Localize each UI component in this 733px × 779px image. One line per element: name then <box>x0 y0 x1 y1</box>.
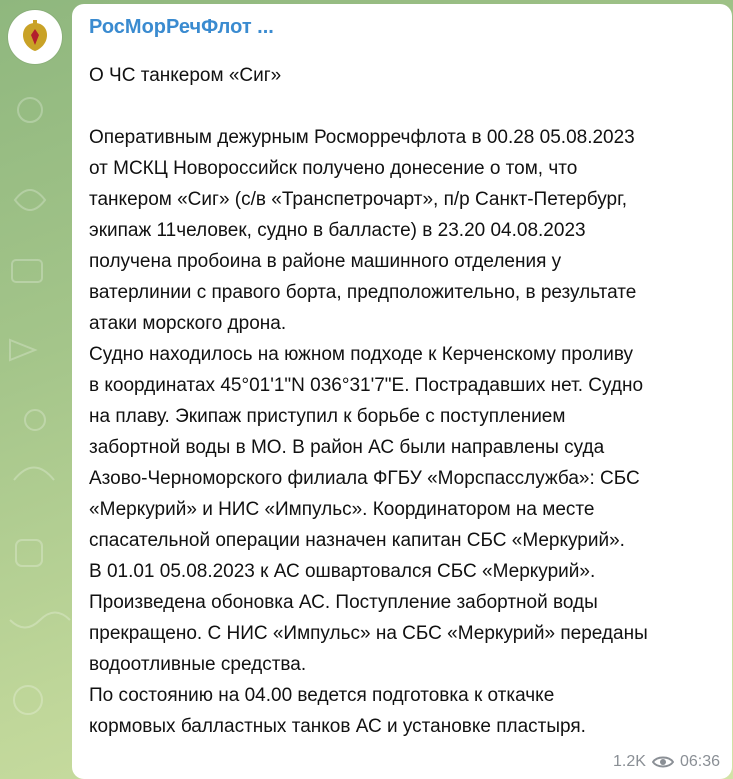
eye-icon <box>652 755 674 769</box>
message-paragraph-1: Оперативным дежурным Росморречфлота в 00.28 05.08.2023 от МСКЦ Новороссийск получено донесение о том, что танкером «Сиг» (с/в «Транспетрочарт», п/р Санкт-Петербург, экипаж 11человек, судно в балласте) в 23.20 04.08.2023 получена пробоина в районе машинного отделения у ватерлинии с правого борта, предположительно, в результате атаки морского дрона. <box>89 127 637 334</box>
channel-avatar[interactable] <box>8 10 62 64</box>
message-bubble <box>72 4 732 779</box>
channel-name[interactable]: РосМорРечФлот ... <box>89 16 274 38</box>
view-count: 1.2K <box>613 753 646 770</box>
message-paragraph-4: По состоянию на 04.00 ведется подготовка к откачке кормовых балластных танков АС и установке пластыря. <box>89 685 586 737</box>
blank-line <box>89 91 716 122</box>
message-paragraph-3: В 01.01 05.08.2023 к АС ошвартовался СБС «Меркурий». Произведена обоновка АС. Поступление забортной воды прекращено. С НИС «Импульс» на СБС «Меркурий» переданы водоотливные средства. <box>89 561 648 675</box>
emblem-icon <box>15 17 55 57</box>
wallpaper-pattern <box>0 0 80 779</box>
message-meta <box>613 753 720 771</box>
message-time: 06:36 <box>679 753 720 770</box>
message-paragraph-2: Судно находилось на южном подходе к Керченскому проливу в координатах 45°01'1"N 036°31'7"E. Пострадавших нет. Судно на плаву. Экипаж приступил к борьбе с поступлением забортной воды в МО. В район АС были направлены суда Азово-Черноморского филиала ФГБУ «Морспасслужба»: СБС «Меркурий» и НИС «Импульс». Координатором на месте спасательной операции назначен капитан СБС «Меркурий». <box>89 344 644 551</box>
message-title: О ЧС танкером «Сиг» <box>89 65 282 86</box>
